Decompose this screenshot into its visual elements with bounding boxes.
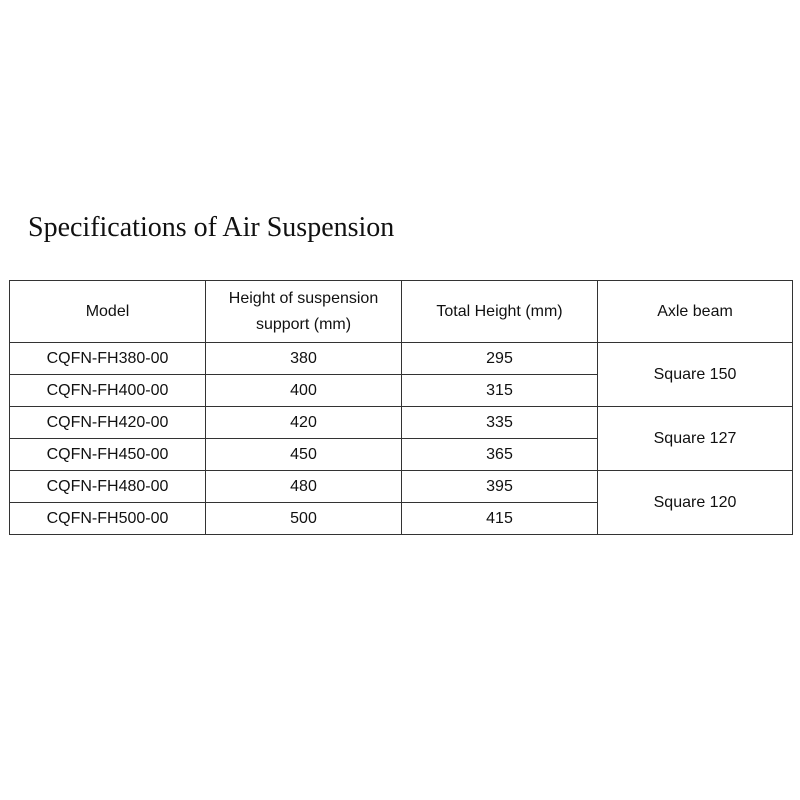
- header-model: Model: [10, 281, 206, 343]
- cell-model: CQFN-FH420-00: [10, 407, 206, 439]
- header-axle-beam: Axle beam: [598, 281, 793, 343]
- cell-total-height: 415: [402, 503, 598, 535]
- page-title: Specifications of Air Suspension: [28, 212, 395, 243]
- cell-total-height: 295: [402, 343, 598, 375]
- cell-model: CQFN-FH450-00: [10, 439, 206, 471]
- cell-suspension-height: 500: [206, 503, 402, 535]
- cell-suspension-height: 420: [206, 407, 402, 439]
- header-suspension-height: [206, 281, 402, 343]
- header-suspension-height-line2: support (mm): [255, 315, 352, 333]
- header-total-height: Total Height (mm): [402, 281, 598, 343]
- table-header-row: [10, 281, 793, 343]
- table-row: [10, 343, 793, 375]
- cell-total-height: 365: [402, 439, 598, 471]
- table-row: [10, 407, 793, 439]
- cell-model: CQFN-FH500-00: [10, 503, 206, 535]
- cell-total-height: 315: [402, 375, 598, 407]
- cell-model: CQFN-FH480-00: [10, 471, 206, 503]
- header-suspension-height-line1: Height of suspension: [228, 289, 379, 307]
- cell-model: CQFN-FH400-00: [10, 375, 206, 407]
- cell-suspension-height: 450: [206, 439, 402, 471]
- specifications-table: [9, 280, 793, 535]
- cell-axle-beam: Square 127: [598, 407, 793, 471]
- cell-model: CQFN-FH380-00: [10, 343, 206, 375]
- cell-total-height: 335: [402, 407, 598, 439]
- cell-suspension-height: 480: [206, 471, 402, 503]
- cell-axle-beam: Square 150: [598, 343, 793, 407]
- cell-axle-beam: Square 120: [598, 471, 793, 535]
- cell-total-height: 395: [402, 471, 598, 503]
- cell-suspension-height: 400: [206, 375, 402, 407]
- cell-suspension-height: 380: [206, 343, 402, 375]
- table-row: [10, 471, 793, 503]
